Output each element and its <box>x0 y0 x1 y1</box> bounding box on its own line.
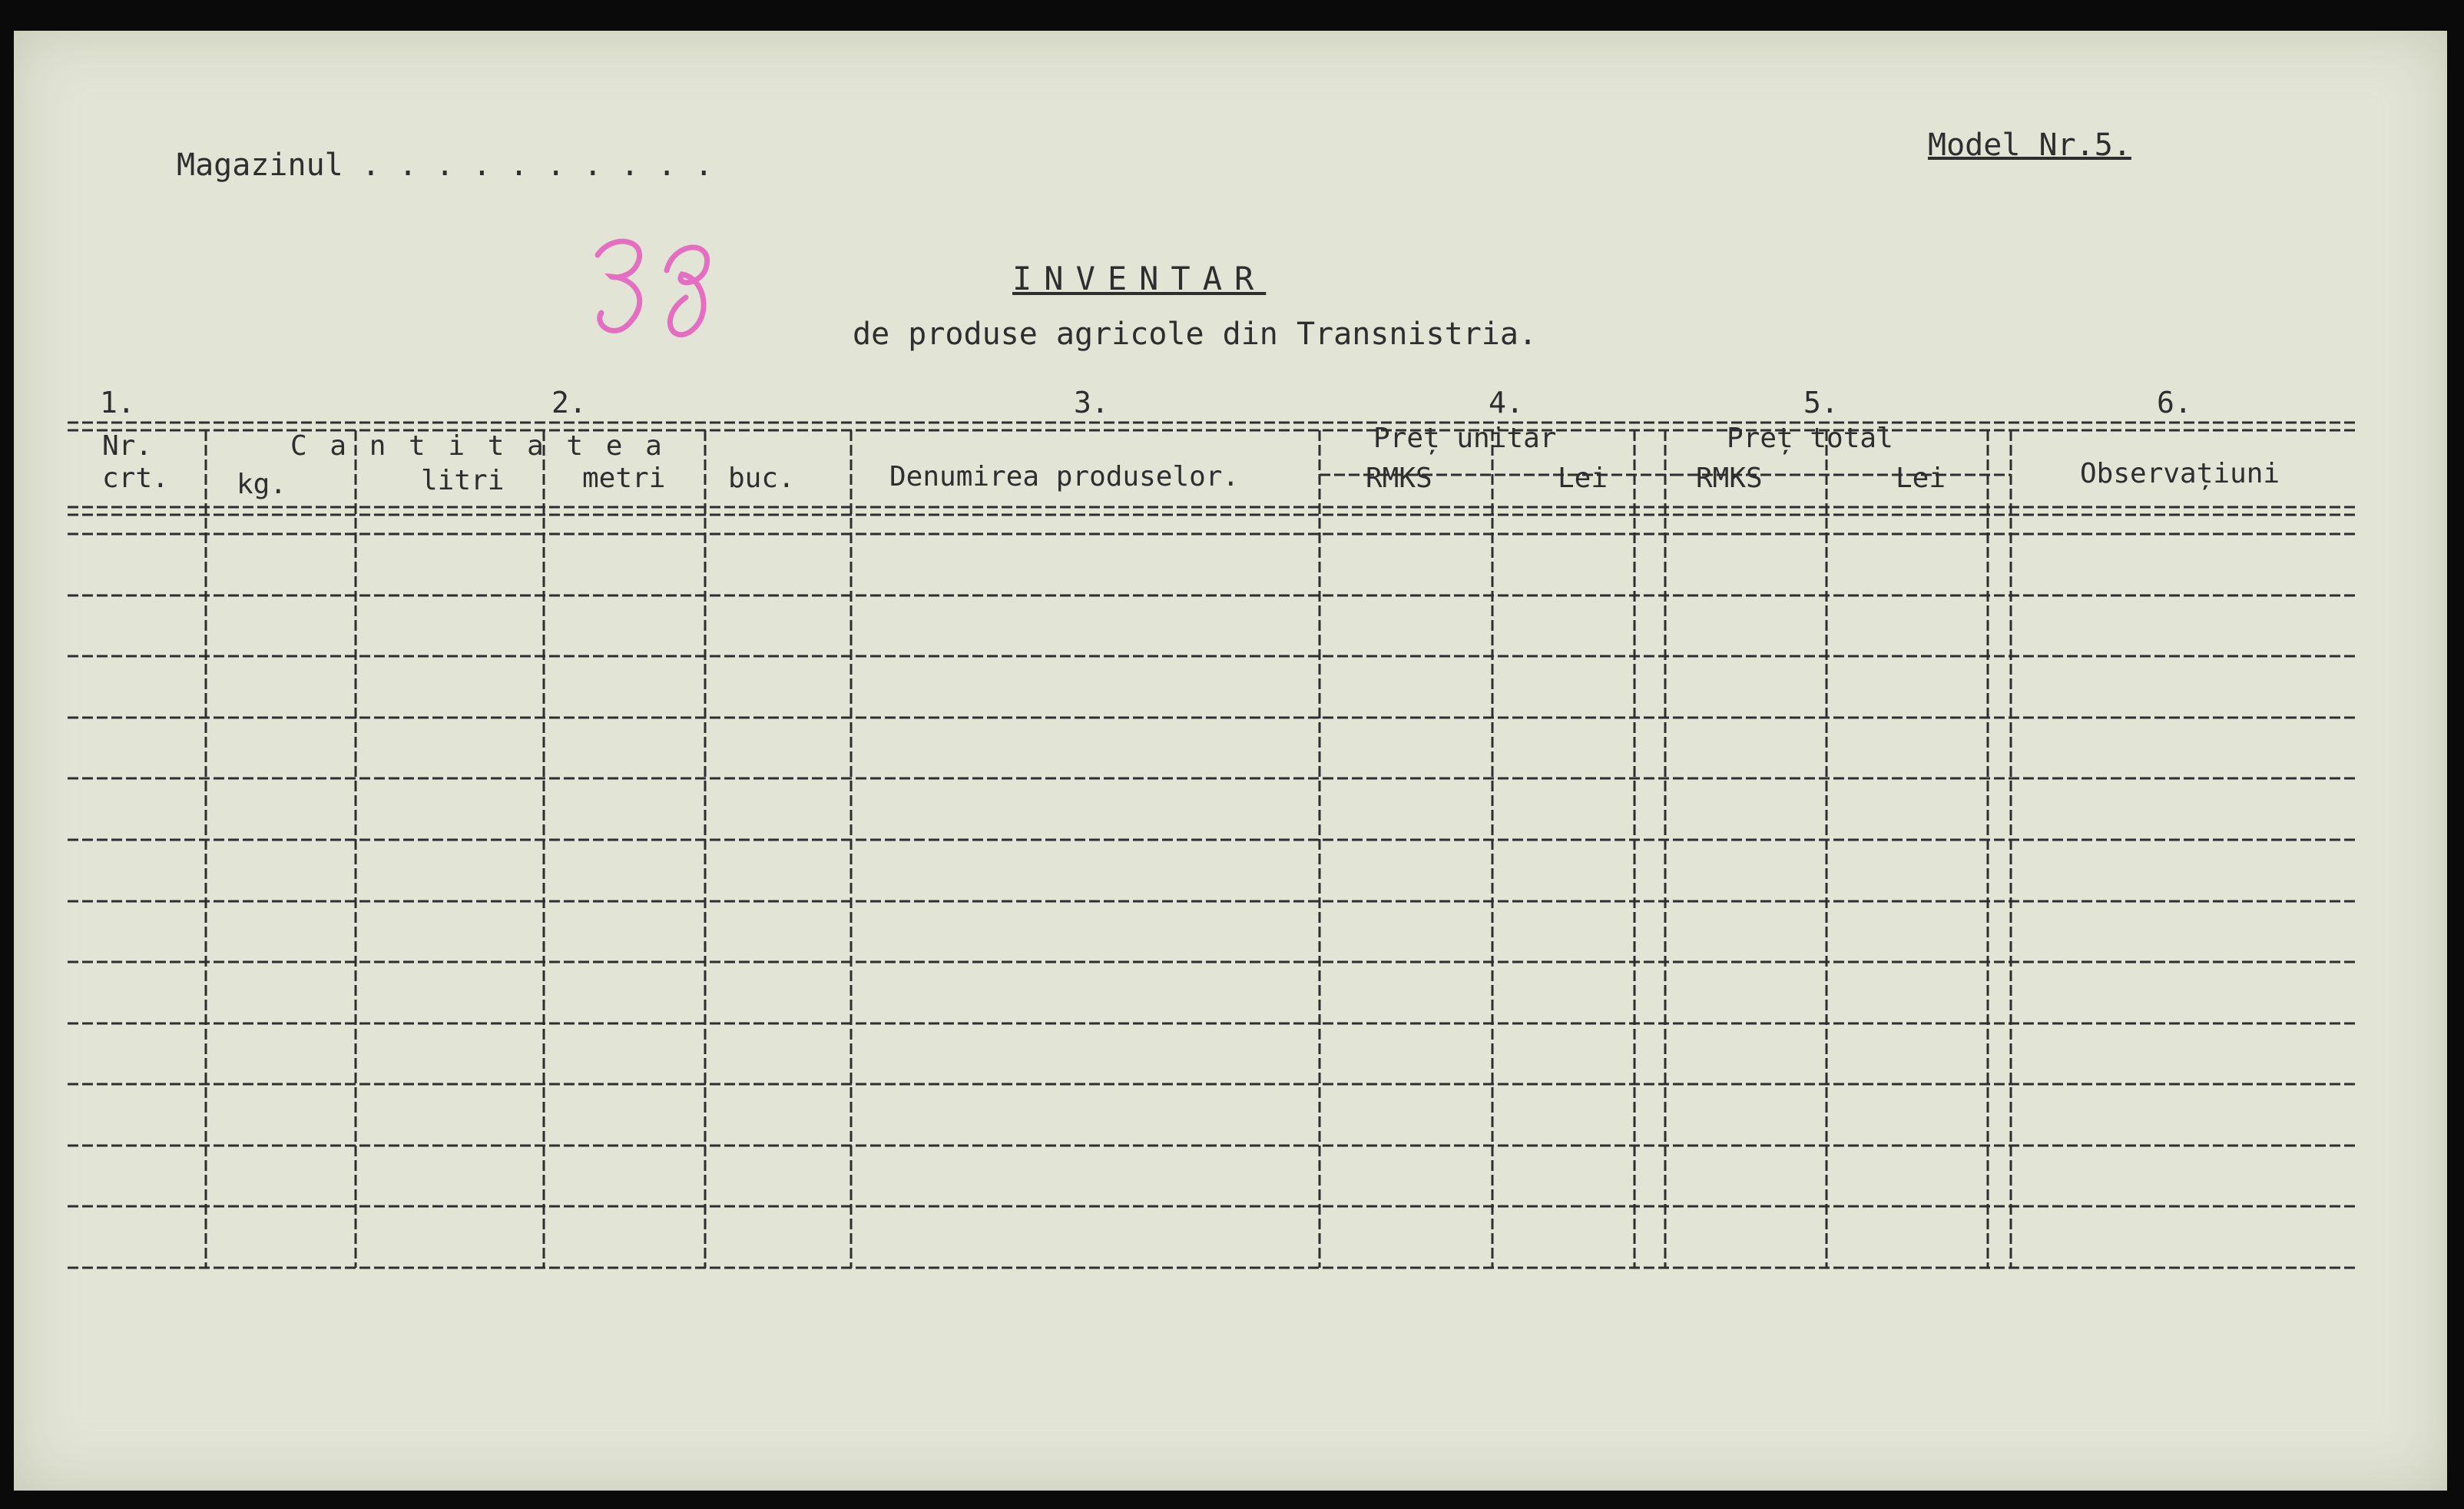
document-title: INVENTAR <box>1012 260 1267 297</box>
shop-label: Magazinul . . . . . . . . . . <box>177 148 714 183</box>
header-denumirea: Denumirea produselor. <box>889 461 1240 492</box>
header-buc: buc. <box>728 463 795 494</box>
document-subtitle: de produse agricole din Transnistria. <box>853 317 1538 352</box>
header-kg: kg. <box>237 469 287 500</box>
column-number-4: 4. <box>1489 386 1524 420</box>
column-number-5: 5. <box>1803 386 1839 420</box>
model-label: Model Nr.5. <box>1928 128 2131 163</box>
header-pret-total-lei: Lei <box>1896 463 1946 494</box>
column-number-6: 6. <box>2157 386 2192 420</box>
inventory-table-grid <box>14 31 2447 1491</box>
header-pret-unitar-rmks: RMKS <box>1366 463 1432 494</box>
header-nr: Nr. <box>102 430 153 462</box>
column-number-2: 2. <box>551 386 587 420</box>
header-pret-unitar-lei: Lei <box>1558 463 1608 494</box>
header-pret-unitar: Preț unitar <box>1373 423 1557 454</box>
column-number-1: 1. <box>100 386 135 420</box>
header-litri: litri <box>421 465 505 496</box>
header-pret-total: Preț total <box>1727 423 1893 454</box>
header-pret-total-rmks: RMKS <box>1696 463 1763 494</box>
column-number-3: 3. <box>1074 386 1109 420</box>
document-sheet <box>14 31 2447 1491</box>
header-metri: metri <box>582 463 666 494</box>
header-cantitatea: C a n t i t a t e a <box>290 430 665 462</box>
header-observatiuni: Observațiuni <box>2080 458 2280 489</box>
header-crt: crt. <box>102 463 169 494</box>
